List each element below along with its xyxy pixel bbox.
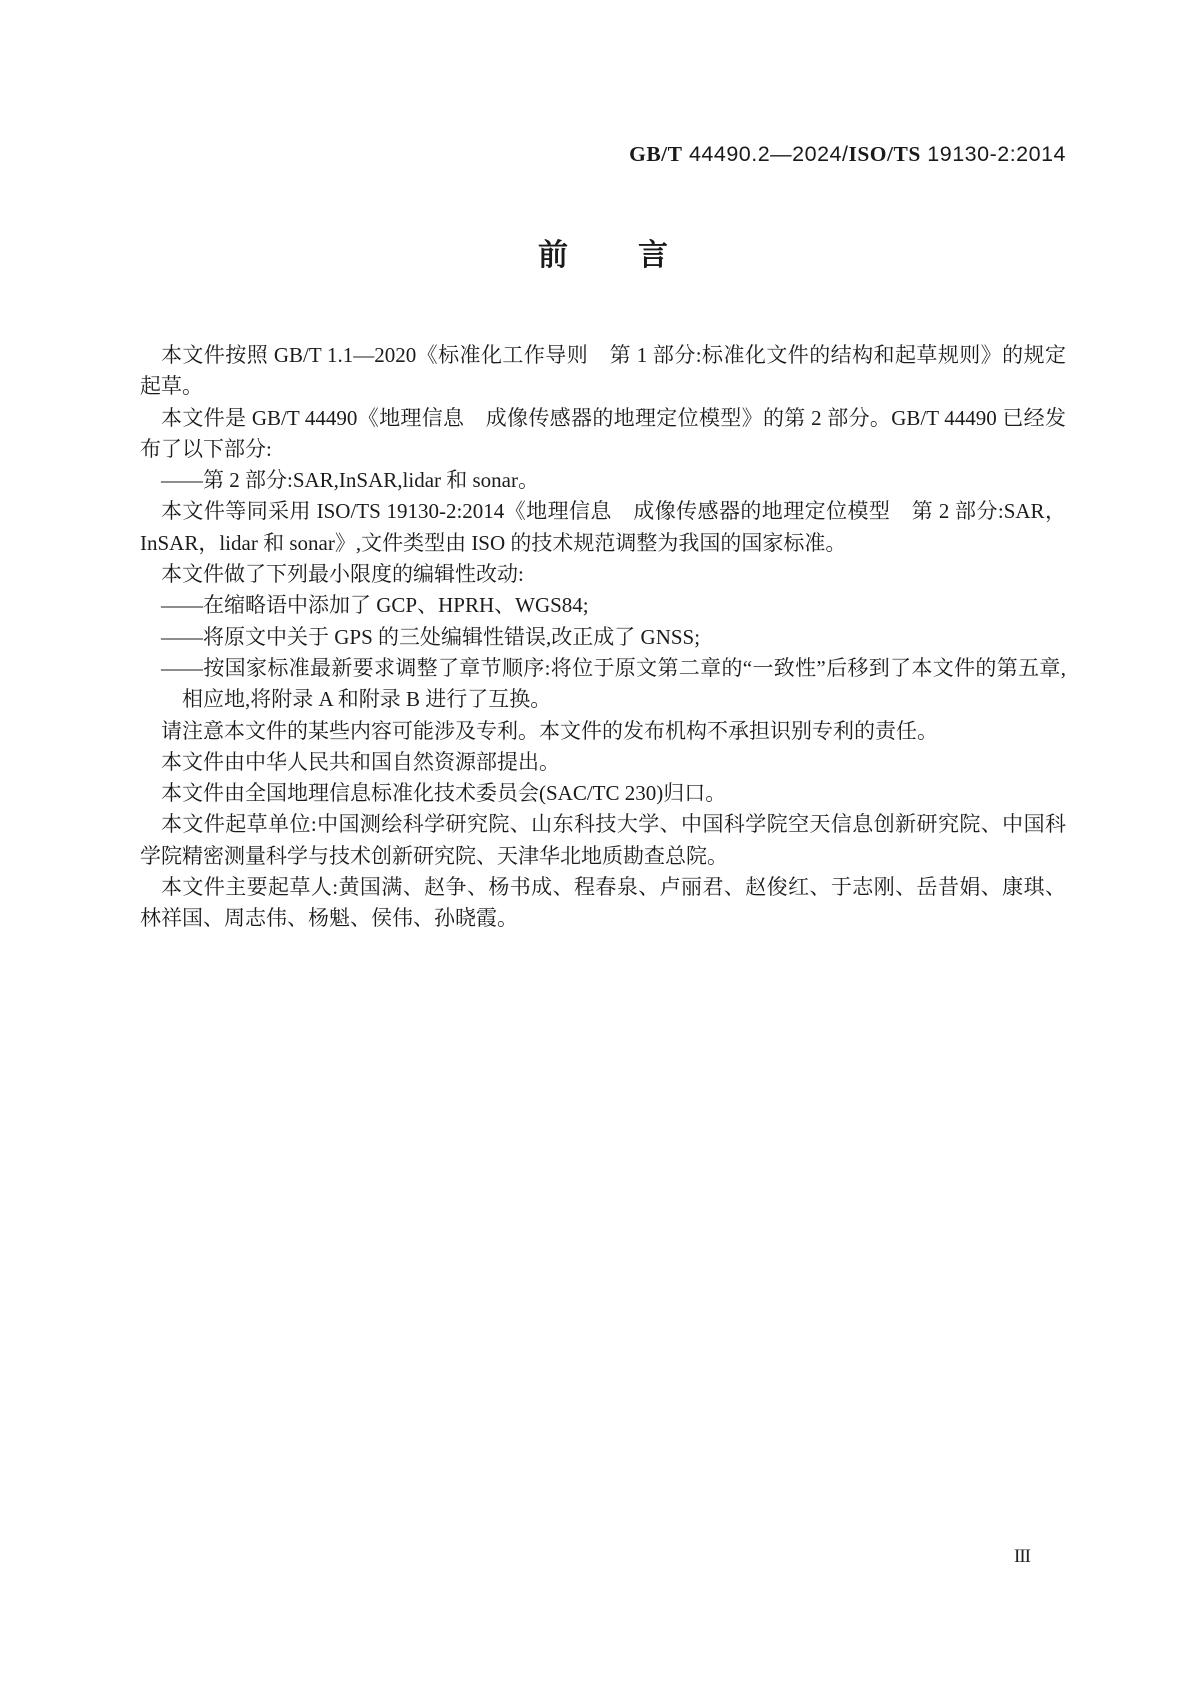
foreword-paragraph: 本文件主要起草人:黄国满、赵争、杨书成、程春泉、卢丽君、赵俊红、于志刚、岳昔娟、康琪、林祥国、周志伟、杨魁、侯伟、孙晓霞。 [140, 875, 1066, 931]
foreword-body [140, 340, 1066, 935]
foreword-title-char: 言 [638, 239, 668, 272]
page-number: III [1014, 1546, 1030, 1567]
header-part: 44490.2—2024/ [682, 142, 849, 166]
foreword-paragraph: 本文件是 GB/T 44490《地理信息 成像传感器的地理定位模型》的第 2 部分。GB/T 44490 已经发布了以下部分: [140, 405, 1066, 461]
foreword-title [140, 241, 1066, 271]
foreword-list-item: ——在缩略语中添加了 GCP、HPRH、WGS84; [161, 593, 589, 618]
foreword-paragraph: 本文件由全国地理信息标准化技术委员会(SAC/TC 230)归口。 [161, 781, 727, 806]
header-part: 19130-2:2014 [920, 142, 1066, 166]
header-part: ISO/TS [848, 142, 921, 166]
header-part: GB/T [629, 142, 683, 166]
foreword-paragraph: 请注意本文件的某些内容可能涉及专利。本文件的发布机构不承担识别专利的责任。 [161, 718, 938, 743]
foreword-list-item: ——第 2 部分:SAR,InSAR,lidar 和 sonar。 [161, 468, 539, 493]
foreword-paragraph: 本文件做了下列最小限度的编辑性改动: [161, 562, 524, 587]
foreword-list-item: ——将原文中关于 GPS 的三处编辑性错误,改正成了 GNSS; [161, 624, 701, 649]
standard-number-header [140, 142, 1066, 167]
foreword-paragraph: 本文件按照 GB/T 1.1—2020《标准化工作导则 第 1 部分:标准化文件的结构和起草规则》的规定起草。 [140, 343, 1066, 399]
foreword-list-item: ——按国家标准最新要求调整了章节顺序:将位于原文第二章的“一致性”后移到了本文件的第五章,相应地,将附录 A 和附录 B 进行了互换。 [161, 655, 1066, 712]
foreword-paragraph: 本文件由中华人民共和国自然资源部提出。 [161, 749, 560, 774]
foreword-title-char: 前 [538, 239, 568, 272]
foreword-paragraph: 本文件起草单位:中国测绘科学研究院、山东科技大学、中国科学院空天信息创新研究院、中国科学院精密测量科学与技术创新研究院、天津华北地质勘查总院。 [140, 812, 1066, 868]
foreword-paragraph: 本文件等同采用 ISO/TS 19130-2:2014《地理信息 成像传感器的地理定位模型 第 2 部分:SAR，InSAR，lidar 和 sonar》,文件类型由 ISO 的技术规范调整为我国的国家标准。 [140, 499, 1066, 555]
